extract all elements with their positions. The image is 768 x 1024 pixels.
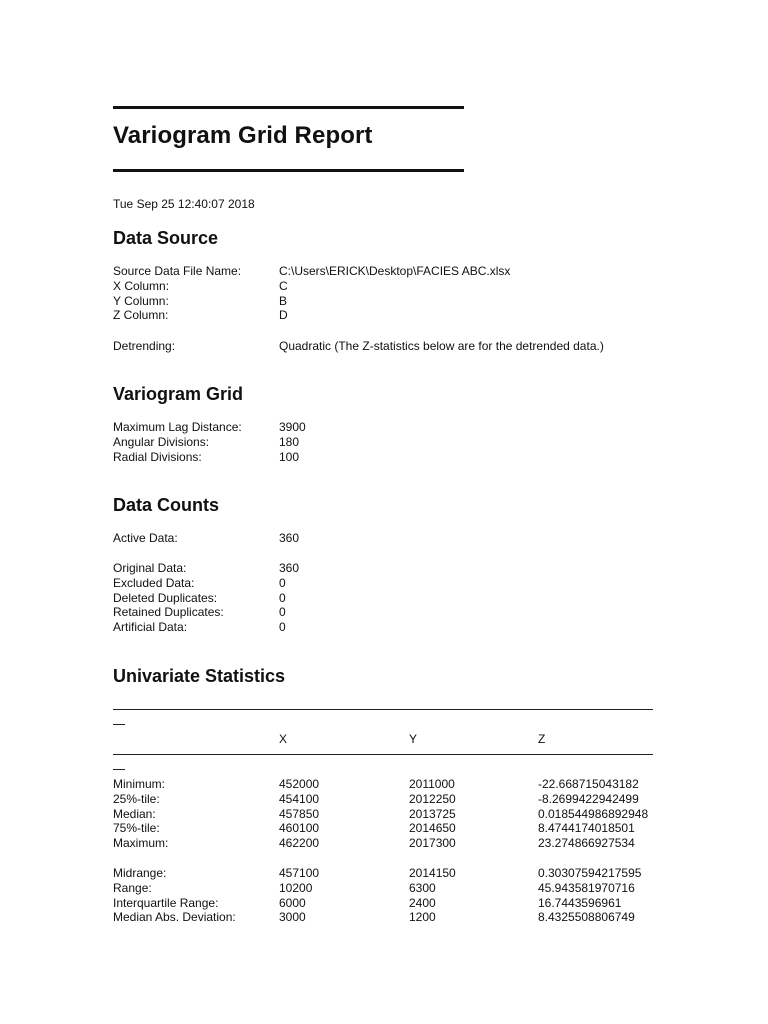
stat-x: 462200 xyxy=(279,836,320,851)
kv-value: 0 xyxy=(279,605,286,620)
stat-label: Median: xyxy=(113,806,156,821)
section-heading-data-source: Data Source xyxy=(113,228,219,248)
stat-y: 2013725 xyxy=(409,806,456,821)
kv-value: D xyxy=(279,308,288,323)
stat-label: 75%-tile: xyxy=(113,821,160,836)
stat-label: Maximum: xyxy=(113,836,169,851)
report-timestamp: Tue Sep 25 12:40:07 2018 xyxy=(113,197,255,211)
kv-value: 0 xyxy=(279,575,286,590)
kv-row xyxy=(113,420,306,435)
kv-value: 0 xyxy=(279,620,286,635)
kv-row xyxy=(113,576,299,591)
kv-value: 100 xyxy=(279,449,300,464)
section-heading-univariate-statistics: Univariate Statistics xyxy=(113,666,286,686)
kv-row xyxy=(113,339,604,354)
kv-key: Artificial Data: xyxy=(113,620,188,635)
kv-value: 360 xyxy=(279,561,300,575)
kv-value: 0 xyxy=(279,590,286,605)
stat-z: 8.4325508806749 xyxy=(538,910,635,925)
variogram-grid-table xyxy=(113,420,306,464)
kv-key: Detrending: xyxy=(113,339,176,353)
stat-x: 6000 xyxy=(279,895,306,910)
section-heading-variogram-grid: Variogram Grid xyxy=(113,384,244,404)
kv-row xyxy=(113,591,299,606)
stat-x: 454100 xyxy=(279,791,320,806)
kv-row xyxy=(113,605,299,620)
stat-label: Interquartile Range: xyxy=(113,895,219,910)
kv-value: 180 xyxy=(279,434,300,449)
title-rule-bottom xyxy=(113,169,464,172)
stats-group-2 xyxy=(113,866,641,925)
kv-row xyxy=(113,294,510,309)
kv-key: Original Data: xyxy=(113,561,187,575)
stat-z: 0.018544986892948 xyxy=(538,806,649,821)
table-rule-wrap xyxy=(113,769,125,770)
kv-row xyxy=(113,279,510,294)
stat-label: Range: xyxy=(113,880,152,895)
kv-key: Z Column: xyxy=(113,308,169,323)
stat-z: 23.274866927534 xyxy=(538,836,635,851)
kv-value: 3900 xyxy=(279,420,306,434)
kv-key: Active Data: xyxy=(113,531,178,545)
table-row xyxy=(113,821,648,836)
stat-label: Minimum: xyxy=(113,777,166,791)
title-rule-top xyxy=(113,106,464,109)
kv-value: Quadratic (The Z-statistics below are for the detrended data.) xyxy=(279,339,604,353)
kv-key: Retained Duplicates: xyxy=(113,605,224,620)
column-header-x: X xyxy=(279,732,288,746)
kv-key: Y Column: xyxy=(113,293,169,308)
table-row xyxy=(113,777,648,792)
stat-x: 460100 xyxy=(279,821,320,836)
kv-key: Radial Divisions: xyxy=(113,449,202,464)
table-row xyxy=(113,807,648,822)
kv-row xyxy=(113,450,306,465)
kv-row xyxy=(113,531,299,546)
kv-key: Source Data File Name: xyxy=(113,264,242,278)
stat-y: 6300 xyxy=(409,880,436,895)
active-data-row xyxy=(113,531,299,546)
detrending-row xyxy=(113,339,604,354)
kv-row xyxy=(113,561,299,576)
table-rule xyxy=(113,709,653,710)
section-heading-data-counts: Data Counts xyxy=(113,495,220,515)
kv-row xyxy=(113,264,510,279)
page-title: Variogram Grid Report xyxy=(113,122,373,149)
column-header-y: Y xyxy=(409,732,418,746)
stat-y: 2014150 xyxy=(409,866,456,880)
stat-x: 10200 xyxy=(279,880,313,895)
kv-row xyxy=(113,435,306,450)
table-rule-wrap xyxy=(113,724,125,725)
stat-x: 3000 xyxy=(279,910,306,925)
table-row xyxy=(113,910,641,925)
kv-value: C:\Users\ERICK\Desktop\FACIES ABC.xlsx xyxy=(279,264,511,278)
stat-y: 2011000 xyxy=(409,777,455,791)
stat-label: Median Abs. Deviation: xyxy=(113,910,236,925)
kv-value: 360 xyxy=(279,531,300,545)
table-rule xyxy=(113,754,653,755)
stat-label: 25%-tile: xyxy=(113,791,160,806)
table-row xyxy=(113,836,648,851)
column-header xyxy=(113,732,279,747)
stat-y: 1200 xyxy=(409,910,436,925)
data-counts-table xyxy=(113,561,299,635)
stat-x: 457100 xyxy=(279,866,320,880)
stat-y: 2012250 xyxy=(409,791,456,806)
kv-key: Excluded Data: xyxy=(113,575,195,590)
kv-key: Deleted Duplicates: xyxy=(113,590,218,605)
stat-label: Midrange: xyxy=(113,866,167,880)
stat-z: -8.2699422942499 xyxy=(538,791,639,806)
data-source-table xyxy=(113,264,510,323)
kv-row xyxy=(113,620,299,635)
kv-value: B xyxy=(279,293,288,308)
kv-key: Maximum Lag Distance: xyxy=(113,420,242,434)
kv-row xyxy=(113,308,510,323)
stat-x: 457850 xyxy=(279,806,320,821)
table-row xyxy=(113,881,641,896)
kv-key: Angular Divisions: xyxy=(113,434,210,449)
stats-group-1 xyxy=(113,777,648,851)
kv-key: X Column: xyxy=(113,278,170,293)
table-row xyxy=(113,792,648,807)
stat-x: 452000 xyxy=(279,777,320,791)
stat-y: 2400 xyxy=(409,895,436,910)
stat-y: 2017300 xyxy=(409,836,456,851)
column-header-z: Z xyxy=(538,732,546,746)
table-row xyxy=(113,896,641,911)
stat-z: -22.668715043182 xyxy=(538,777,639,791)
table-row xyxy=(113,866,641,881)
kv-value: C xyxy=(279,278,288,293)
table-header-row xyxy=(113,732,545,747)
stat-y: 2014650 xyxy=(409,821,456,836)
stat-z: 0.30307594217595 xyxy=(538,866,642,880)
stats-header xyxy=(113,732,545,747)
stat-z: 8.4744174018501 xyxy=(538,821,635,836)
stat-z: 45.943581970716 xyxy=(538,880,635,895)
stat-z: 16.7443596961 xyxy=(538,895,622,910)
